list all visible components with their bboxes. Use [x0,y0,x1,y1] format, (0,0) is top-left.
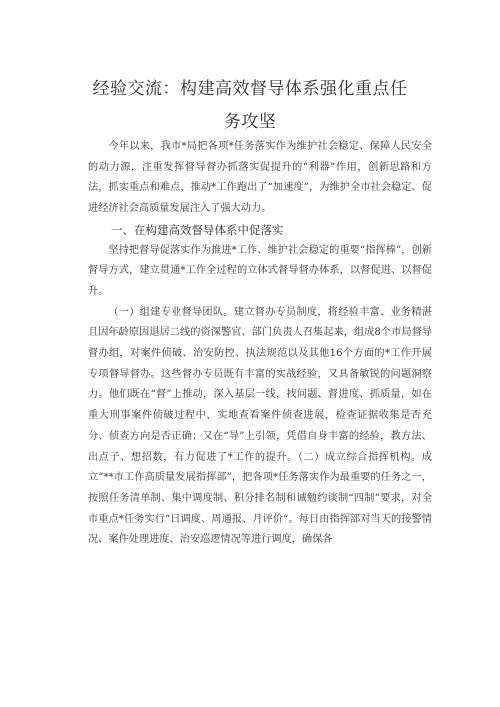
document-title-line-1: 经验交流：构建高效督导体系强化重点任 [92,79,408,99]
section-1-subsections-paragraph: （一）组建专业督导团队。建立督办专员制度，将经验丰富、业务精湛且因年龄原因退居二线的资深警官、部门负责人召集起来，组成8个市局督导督办组，对案件侦破、治安防控、执法规范以及其他16个方面的*工作开展专项督导督办。这些督办专员既有丰富的实战经验，又具备敏锐的问题洞察力。他们既在“督”上推动，深入基层一线，找问题、督进度、抓质量，如在重大刑事案件侦破过程中，实地查看案件侦查进展，检查证据收集是否充分、侦查方向是否正确；又在“导”上引领，凭借自身丰富的经验，教方法、出点子、想招数，有力促进了*工作的提升。（二）成立综合指挥机构。成立“**市工作高质量发展指挥部”，把各项*任务落实作为最重要的任务之一，按照任务清单制、集中调度制、积分排名制和诫勉约谈制“四制”要求，对全市重点*任务实行“日调度、周通报、月评价“。每日由指挥部对当天的接警情况、案件处理进度、治安巡逻情况等进行调度，确保各 [88,306,432,546]
section-1-paragraph: 坚持把督导促落实作为推进*工作、维护社会稳定的重要“指挥棒”，创新督导方式，建立贯通*工作全过程的立体式督导督办体系，以督促进、以督促升。 [88,244,432,297]
intro-paragraph: 今年以来，我市*局把各项*任务落实作为维护社会稳定、保障人民安全的动力源，注重发挥督导督办抓落实促提升的“利器”作用，创新思路和方法，抓实重点和难点，推动*工作跑出了“加速度”，为维护全市社会稳定、促进经济社会高质量发展注入了强大动力。 [88,141,432,215]
section-heading-1: 一、在构建高效督导体系中促落实 [111,222,284,237]
document-body [88,137,432,551]
document-title-line-2: 务攻坚 [223,112,277,132]
